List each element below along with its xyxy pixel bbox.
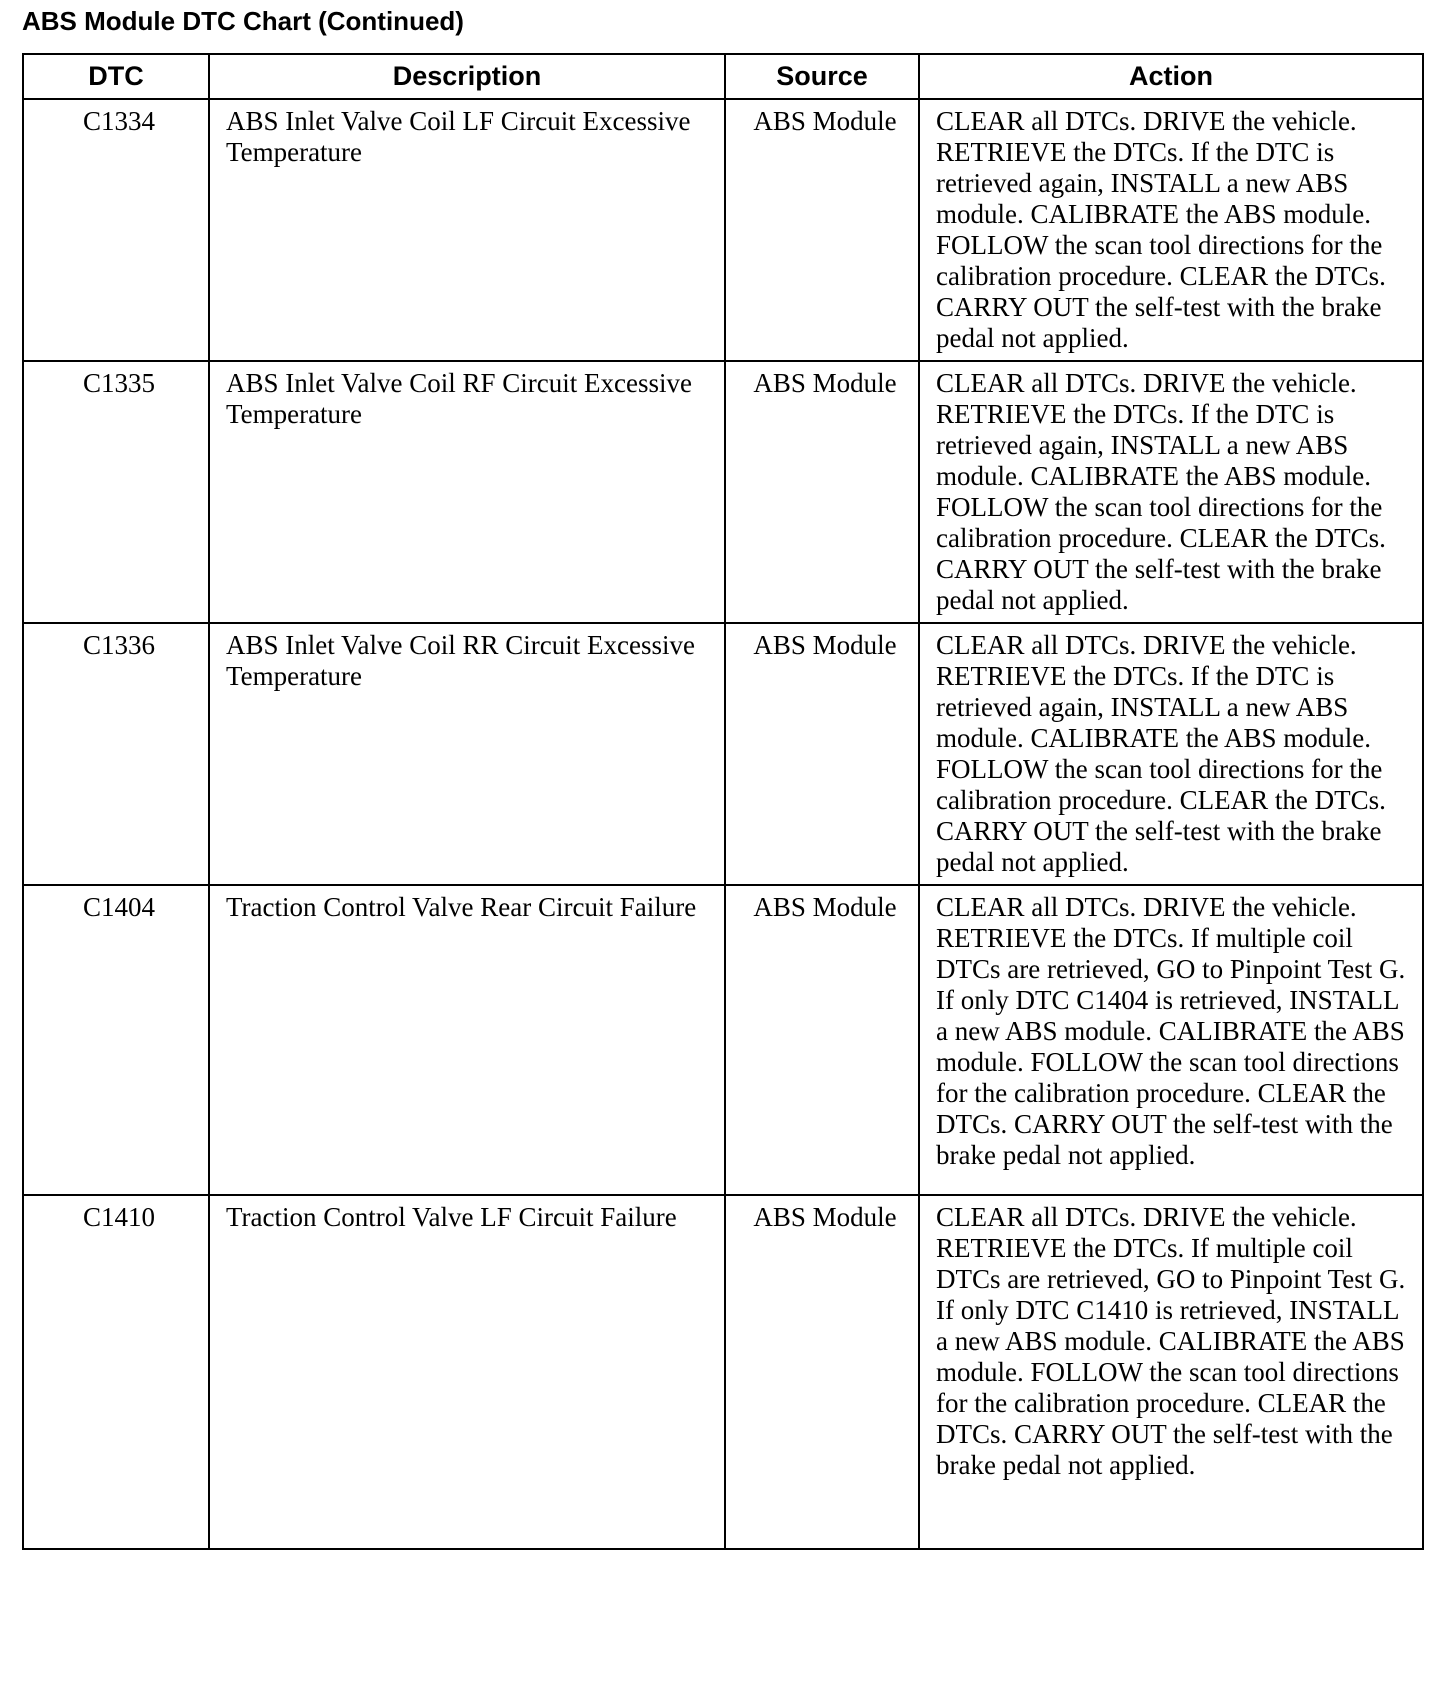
dtc-code-cell: C1335 — [23, 361, 209, 623]
dtc-code-cell: C1404 — [23, 885, 209, 1195]
table-row — [23, 1195, 1423, 1549]
description-cell: ABS Inlet Valve Coil RF Circuit Excessive Temperature — [209, 361, 725, 623]
column-header-dtc: DTC — [23, 54, 209, 99]
source-cell: ABS Module — [725, 361, 919, 623]
page-title: ABS Module DTC Chart (Continued) — [22, 6, 464, 36]
description-cell: ABS Inlet Valve Coil LF Circuit Excessive Temperature — [209, 99, 725, 361]
dtc-code-cell: C1410 — [23, 1195, 209, 1549]
table-row — [23, 623, 1423, 885]
source-cell: ABS Module — [725, 99, 919, 361]
description-cell: Traction Control Valve LF Circuit Failure — [209, 1195, 725, 1549]
column-header-description: Description — [209, 54, 725, 99]
table-header-row — [23, 54, 1423, 99]
action-cell: CLEAR all DTCs. DRIVE the vehicle. RETRIEVE the DTCs. If the DTC is retrieved again, INSTALL a new ABS module. CALIBRATE the ABS module. FOLLOW the scan tool directions for the calibration procedure. CLEAR the DTCs. CARRY OUT the self-test with the brake pedal not applied. — [919, 623, 1423, 885]
source-cell: ABS Module — [725, 885, 919, 1195]
action-cell: CLEAR all DTCs. DRIVE the vehicle. RETRIEVE the DTCs. If multiple coil DTCs are retrieved, GO to Pinpoint Test G. If only DTC C1404 is retrieved, INSTALL a new ABS module. CALIBRATE the ABS module. FOLLOW the scan tool directions for the calibration procedure. CLEAR the DTCs. CARRY OUT the self-test with the brake pedal not applied. — [919, 885, 1423, 1195]
column-header-source: Source — [725, 54, 919, 99]
table-row — [23, 885, 1423, 1195]
source-cell: ABS Module — [725, 1195, 919, 1549]
table-row — [23, 99, 1423, 361]
description-cell: Traction Control Valve Rear Circuit Failure — [209, 885, 725, 1195]
action-cell: CLEAR all DTCs. DRIVE the vehicle. RETRIEVE the DTCs. If multiple coil DTCs are retrieved, GO to Pinpoint Test G. If only DTC C1410 is retrieved, INSTALL a new ABS module. CALIBRATE the ABS module. FOLLOW the scan tool directions for the calibration procedure. CLEAR the DTCs. CARRY OUT the self-test with the brake pedal not applied. — [919, 1195, 1423, 1549]
dtc-table — [22, 53, 1424, 1550]
dtc-code-cell: C1334 — [23, 99, 209, 361]
dtc-code-cell: C1336 — [23, 623, 209, 885]
description-cell: ABS Inlet Valve Coil RR Circuit Excessive Temperature — [209, 623, 725, 885]
table-row — [23, 361, 1423, 623]
action-cell: CLEAR all DTCs. DRIVE the vehicle. RETRIEVE the DTCs. If the DTC is retrieved again, INSTALL a new ABS module. CALIBRATE the ABS module. FOLLOW the scan tool directions for the calibration procedure. CLEAR the DTCs. CARRY OUT the self-test with the brake pedal not applied. — [919, 99, 1423, 361]
action-cell: CLEAR all DTCs. DRIVE the vehicle. RETRIEVE the DTCs. If the DTC is retrieved again, INSTALL a new ABS module. CALIBRATE the ABS module. FOLLOW the scan tool directions for the calibration procedure. CLEAR the DTCs. CARRY OUT the self-test with the brake pedal not applied. — [919, 361, 1423, 623]
column-header-action: Action — [919, 54, 1423, 99]
source-cell: ABS Module — [725, 623, 919, 885]
